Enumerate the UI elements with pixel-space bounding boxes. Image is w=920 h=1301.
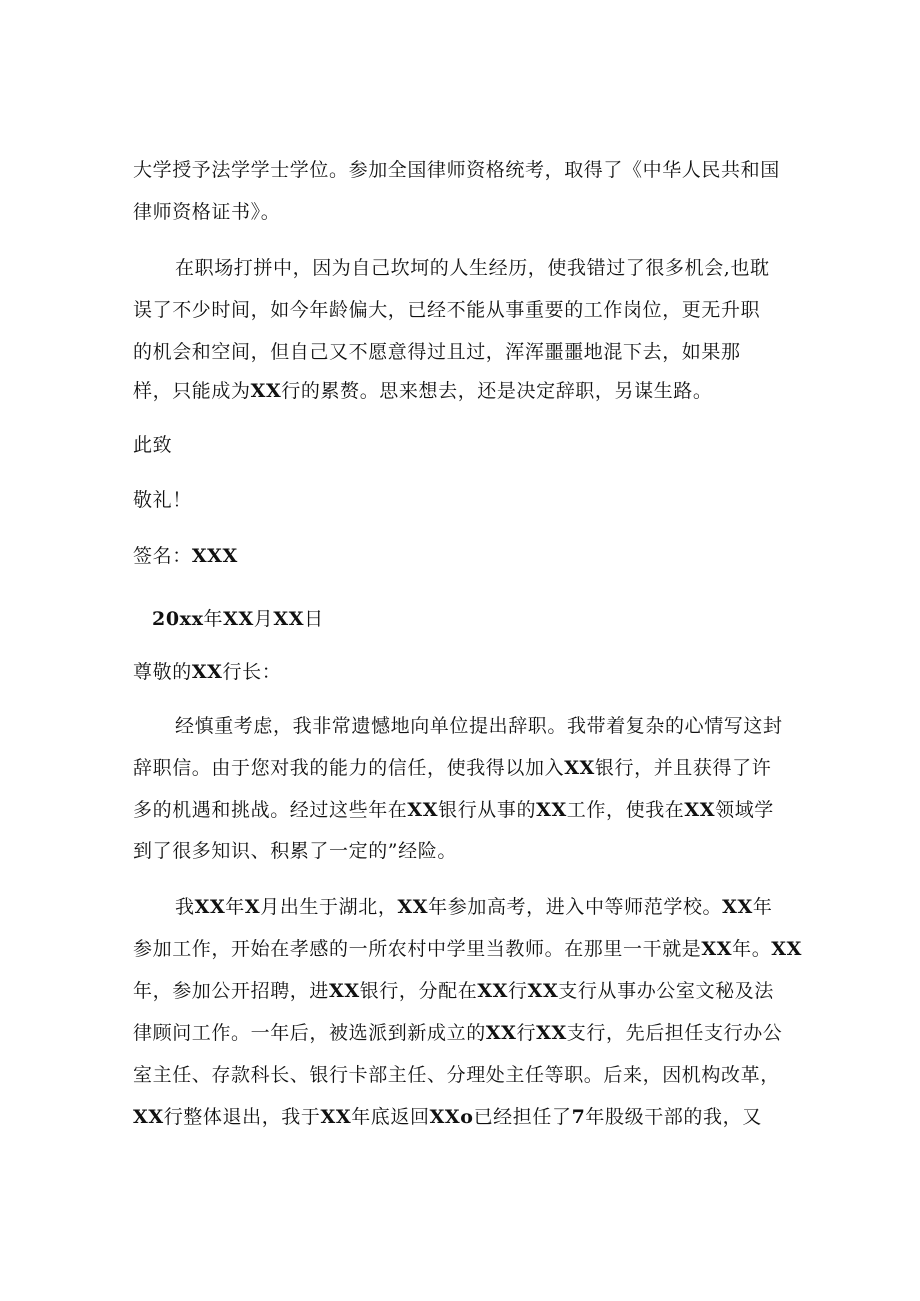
paragraph-line: 室主任、存款科长、银行卡部主任、分理处主任等职。后来，因机构改革，	[133, 1064, 780, 1086]
paragraph-line: 经慎重考虑，我非常遗憾地向单位提出辞职。我带着复杂的心情写这封	[175, 715, 783, 737]
paragraph-line: 律师资格证书》。	[133, 201, 281, 223]
paragraph-line: XX行整体退出，我于XX年底返回XXo已经担任了7年股级干部的我，又	[133, 1106, 762, 1128]
salutation: 尊敬的XX行长：	[133, 661, 282, 683]
paragraph-line: 律顾问工作。一年后，被选派到新成立的XX行XX支行，先后担任支行办公	[133, 1022, 783, 1044]
paragraph-line: 我XX年X月出生于湖北，XX年参加高考，进入中等师范学校。XX年	[175, 896, 773, 918]
closing-line: 此致	[133, 434, 173, 456]
paragraph-line: 在职场打拼中，因为自己坎坷的人生经历，使我错过了很多机会,也耽	[175, 257, 770, 279]
date-line: 20xx年XX月XX日	[152, 608, 324, 630]
signature: 签名：XXX	[133, 545, 238, 567]
paragraph-line: 误了不少时间，如今年龄偏大，已经不能从事重要的工作岗位，更无升职	[133, 299, 761, 321]
paragraph-line: 样，只能成为XX行的累赘。思来想去，还是决定辞职，另谋生路。	[133, 380, 713, 402]
closing-line: 敬礼！	[133, 489, 192, 511]
paragraph-line: 的机会和空间，但自己又不愿意得过且过，浑浑噩噩地混下去，如果那	[133, 341, 741, 363]
paragraph-line: 参加工作，开始在孝感的一所农村中学里当教师。在那里一干就是XX年。XX	[133, 938, 802, 960]
paragraph-line: 辞职信。由于您对我的能力的信任，使我得以加入XX银行，并且获得了许	[133, 757, 772, 779]
paragraph-line: 多的机遇和挑战。经过这些年在XX银行从事的XX工作，使我在XX领域学	[133, 799, 774, 821]
paragraph-line: 年，参加公开招聘，进XX银行，分配在XX行XX支行从事办公室文秘及法	[133, 980, 774, 1002]
paragraph-line: 到了很多知识、积累了一定的”经险。	[133, 840, 457, 862]
paragraph-line: 大学授予法学学士学位。参加全国律师资格统考，取得了《中华人民共和国	[133, 159, 780, 181]
